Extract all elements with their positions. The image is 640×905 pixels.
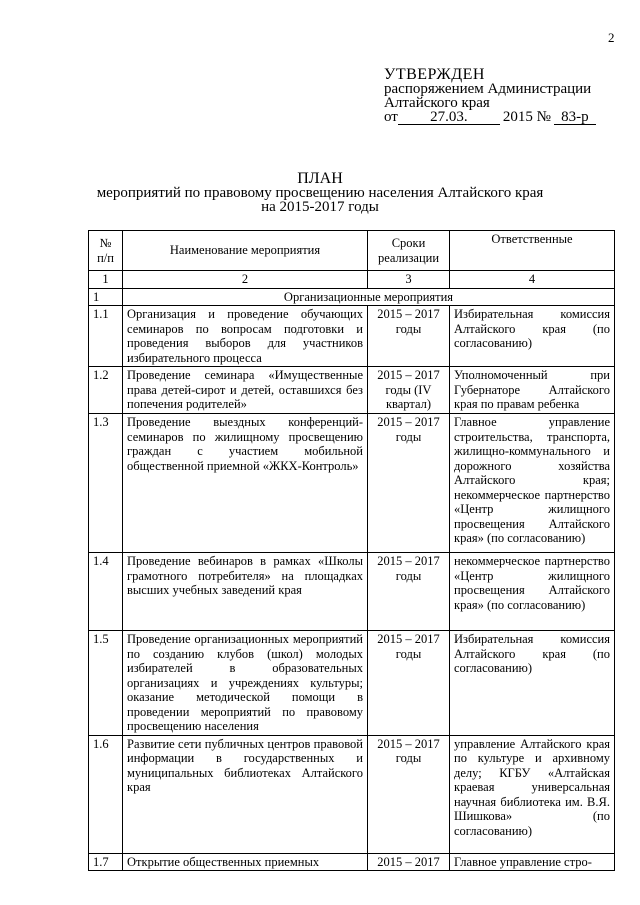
row-name: Проведение организационных мероприятий по созданию клубов (школ) молодых избирателей в образовательных организациях и учреждениях культуры; оказание методической помощи в проведении мероприятий по правовому просвещению населения xyxy=(123,631,368,736)
row-num: 1.1 xyxy=(89,306,123,367)
approval-date: 27.03. xyxy=(398,110,500,125)
plan-table xyxy=(88,230,615,871)
table-row xyxy=(89,553,615,631)
approval-number: 83-р xyxy=(554,110,596,125)
col-number-2: 2 xyxy=(123,271,368,289)
plan-title: ПЛАН xyxy=(297,170,343,187)
row-name: Проведение вебинаров в рамках «Школы грамотного потребителя» на площадках высших учебных заведений края xyxy=(123,553,368,631)
section-row xyxy=(89,288,615,306)
header-num: № п/п xyxy=(89,231,123,271)
table-header-row xyxy=(89,231,615,271)
row-resp: Избирательная комиссия Алтайского края (по согласованию) xyxy=(450,306,615,367)
approval-year-label: 2015 № xyxy=(502,109,551,125)
row-term: 2015 – 2017 годы xyxy=(368,735,450,853)
row-resp: Главное управление стро- xyxy=(450,853,615,871)
row-name: Проведение семинара «Имущественные права детей-сирот и детей, оставшихся без попечения родителей» xyxy=(123,367,368,414)
row-term: 2015 – 2017 годы xyxy=(368,414,450,553)
header-resp: Ответственные xyxy=(450,231,615,271)
section-title: Организационные мероприятия xyxy=(123,288,615,306)
row-resp: управление Алтайского края по культуре и архивному делу; КГБУ «Алтайская краевая универсальная научная библиотека им. В.Я. Шишкова» (по согласованию) xyxy=(450,735,615,853)
table-row xyxy=(89,367,615,414)
plan-table-container xyxy=(88,230,614,871)
table-row xyxy=(89,631,615,736)
row-resp: Избирательная комиссия Алтайского края (по согласованию) xyxy=(450,631,615,736)
approval-title: УТВЕРЖДЕН xyxy=(384,66,485,83)
col-number-4: 4 xyxy=(450,271,615,289)
row-resp: Уполномоченный при Губернаторе Алтайского края по правам ребенка xyxy=(450,367,615,414)
row-num: 1.7 xyxy=(89,853,123,871)
approval-line-1: распоряжением Администрации xyxy=(384,81,592,97)
plan-heading xyxy=(0,172,640,214)
col-number-1: 1 xyxy=(89,271,123,289)
approval-date-line xyxy=(384,110,596,125)
plan-subtitle: мероприятий по правовому просвещению населения Алтайского края xyxy=(96,185,544,201)
table-row xyxy=(89,735,615,853)
approval-block xyxy=(384,68,596,125)
row-resp: некоммерческое партнерство «Центр жилищного просвещения Алтайского края» (по согласованию) xyxy=(450,553,615,631)
row-num: 1.2 xyxy=(89,367,123,414)
approval-line-2: Алтайского края xyxy=(384,95,490,111)
table-row xyxy=(89,414,615,553)
row-resp: Главное управление строительства, транспорта, жилищно-коммунального и дорожного хозяйства Алтайского края; некоммерческое партнерство «Центр жилищного просвещения Алтайского края» (по согласованию) xyxy=(450,414,615,553)
page-number: 2 xyxy=(608,30,615,45)
row-name: Развитие сети публичных центров правовой информации в государственных и муниципальных библиотеках Алтайского края xyxy=(123,735,368,853)
column-number-row xyxy=(89,271,615,289)
row-term: 2015 – 2017 годы xyxy=(368,553,450,631)
row-name: Организация и проведение обучающих семинаров по вопросам подготовки и проведения выборов для участников избирательного процесса xyxy=(123,306,368,367)
row-name: Проведение выездных конференций-семинаров по жилищному просвещению граждан с участием мобильной общественной приемной «ЖКХ-Контроль» xyxy=(123,414,368,553)
row-term: 2015 – 2017 годы xyxy=(368,631,450,736)
header-name: Наименование мероприятия xyxy=(123,231,368,271)
table-row xyxy=(89,306,615,367)
table-row xyxy=(89,853,615,871)
row-num: 1.6 xyxy=(89,735,123,853)
row-name: Открытие общественных приемных xyxy=(123,853,368,871)
row-num: 1.3 xyxy=(89,414,123,553)
row-term: 2015 – 2017 xyxy=(368,853,450,871)
col-number-3: 3 xyxy=(368,271,450,289)
row-term: 2015 – 2017 годы (IV квартал) xyxy=(368,367,450,414)
plan-period: на 2015-2017 годы xyxy=(261,199,379,215)
row-num: 1.4 xyxy=(89,553,123,631)
row-num: 1.5 xyxy=(89,631,123,736)
approval-from-label: от xyxy=(384,109,398,125)
header-term: Сроки реализации xyxy=(368,231,450,271)
section-num: 1 xyxy=(89,288,123,306)
row-term: 2015 – 2017 годы xyxy=(368,306,450,367)
